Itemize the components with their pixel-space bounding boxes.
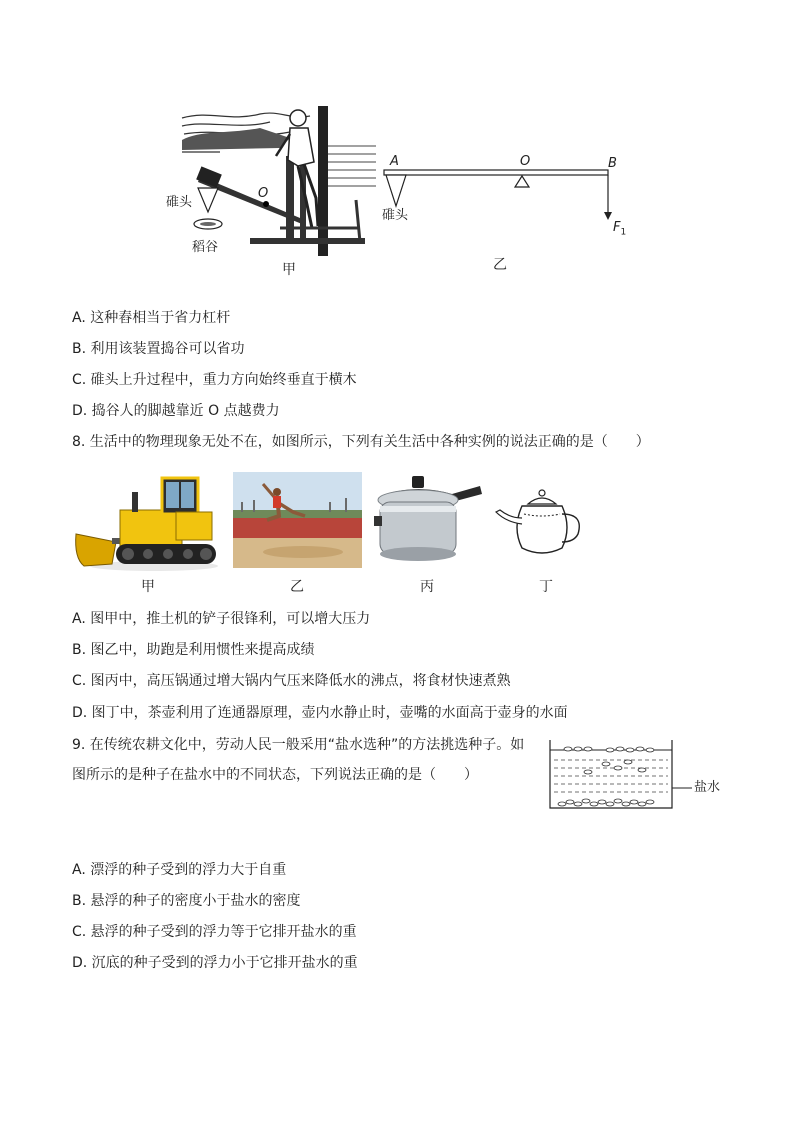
bulldozer-photo	[72, 468, 222, 573]
label-force-f: F	[613, 220, 621, 235]
caption-yi-q8: 乙	[290, 579, 304, 595]
label-point-a: A	[390, 154, 399, 169]
q9-stem-line-1: 9. 在传统农耕文化中，劳动人民一般采用“盐水选种”的方法挑选种子。如	[72, 737, 525, 753]
label-force-subscript: 1	[620, 227, 627, 238]
q9-option-a: A. 漂浮的种子受到的浮力大于自重	[72, 862, 287, 878]
figure-yi	[378, 150, 638, 275]
lever-diagram	[378, 150, 638, 250]
q7-option-c: C. 碓头上升过程中，重力方向始终垂直于横木	[72, 372, 357, 388]
q8-option-b: B. 图乙中，助跑是利用惯性来提高成绩	[72, 642, 315, 658]
q9-option-b: B. 悬浮的种子的密度小于盐水的密度	[72, 893, 301, 909]
treadle-mill-illustration	[160, 100, 380, 260]
figure-pressure-cooker	[372, 472, 484, 568]
q8-option-a: A. 图甲中，推土机的铲子很锋利，可以增大压力	[72, 611, 371, 627]
teapot-drawing	[492, 488, 588, 560]
long-jump-photo	[233, 472, 362, 568]
caption-jia-q7: 甲	[282, 262, 296, 278]
label-pestle-head-yi: 碓头	[382, 208, 409, 223]
label-point-o: O	[520, 154, 531, 169]
label-rice-grain: 稻谷	[192, 240, 219, 255]
caption-jia-q8: 甲	[141, 579, 155, 595]
label-pivot-o-jia: O	[258, 186, 269, 201]
caption-yi-q7: 乙	[493, 257, 507, 273]
q8-option-c: C. 图丙中，高压锅通过增大锅内气压来降低水的沸点，将食材快速煮熟	[72, 673, 511, 689]
figure-salt-water-container	[548, 738, 728, 812]
q9-option-c: C. 悬浮的种子受到的浮力等于它排开盐水的重	[72, 924, 357, 940]
figure-jia	[160, 100, 380, 280]
q8-option-d: D. 图丁中，茶壶利用了连通器原理，壶内水静止时，壶嘴的水面高于壶身的水面	[72, 705, 568, 721]
q9-stem-line-2: 图所示的是种子在盐水中的不同状态，下列说法正确的是（ ）	[72, 767, 478, 783]
figure-teapot	[492, 488, 588, 560]
figure-bulldozer	[72, 468, 222, 573]
figure-long-jump	[233, 472, 362, 568]
q9-option-d: D. 沉底的种子受到的浮力小于它排开盐水的重	[72, 955, 358, 971]
label-salt-water: 盐水	[694, 780, 721, 795]
caption-ding-q8: 丁	[539, 579, 553, 595]
label-point-b: B	[608, 156, 617, 171]
label-pestle-head-jia: 碓头	[166, 195, 193, 210]
q7-option-d: D. 捣谷人的脚越靠近 O 点越费力	[72, 403, 280, 419]
label-force-f1	[613, 220, 626, 241]
q7-option-a: A. 这种舂相当于省力杠杆	[72, 310, 231, 326]
q8-stem: 8. 生活中的物理现象无处不在，如图所示，下列有关生活中各种实例的说法正确的是（ ）	[72, 434, 650, 450]
pressure-cooker-photo	[372, 472, 484, 568]
q7-option-b: B. 利用该装置捣谷可以省功	[72, 341, 245, 357]
salt-water-seeds-diagram	[548, 738, 728, 812]
caption-bing-q8: 丙	[420, 579, 434, 595]
